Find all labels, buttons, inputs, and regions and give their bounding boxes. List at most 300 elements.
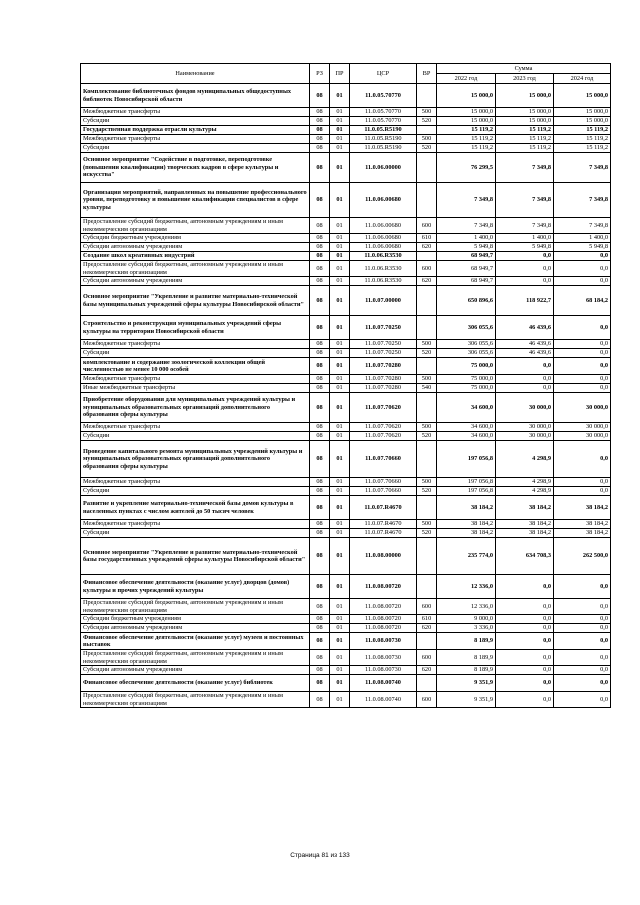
cell-2024: 0,0 bbox=[554, 575, 611, 599]
cell-2023: 634 708,3 bbox=[496, 538, 554, 575]
cell-rz: 08 bbox=[310, 393, 330, 423]
cell-name: Иные межбюджетные трансферты bbox=[81, 384, 310, 393]
cell-vr: 520 bbox=[417, 529, 437, 538]
cell-csr: 11.0.07.70620 bbox=[350, 423, 417, 432]
cell-2023: 0,0 bbox=[496, 277, 554, 286]
cell-2024: 0,0 bbox=[554, 599, 611, 615]
cell-2022: 5 949,8 bbox=[437, 243, 496, 252]
cell-rz: 08 bbox=[310, 624, 330, 633]
cell-2022: 306 055,6 bbox=[437, 340, 496, 349]
table-row bbox=[81, 277, 611, 286]
cell-2024: 0,0 bbox=[554, 478, 611, 487]
budget-table bbox=[80, 63, 611, 708]
cell-2022: 68 949,7 bbox=[437, 261, 496, 277]
cell-2023: 46 439,6 bbox=[496, 316, 554, 340]
cell-vr: 600 bbox=[417, 218, 437, 234]
cell-name: Приобретение оборудования для муниципальных учреждений культуры и муниципальных образовательных организаций дополнительного образования сферы культуры bbox=[81, 393, 310, 423]
table-row bbox=[81, 599, 611, 615]
cell-rz: 08 bbox=[310, 349, 330, 358]
table-row bbox=[81, 117, 611, 126]
cell-vr: 600 bbox=[417, 650, 437, 666]
cell-2022: 75 000,0 bbox=[437, 375, 496, 384]
cell-name: Межбюджетные трансферты bbox=[81, 375, 310, 384]
cell-pr: 01 bbox=[330, 243, 350, 252]
col-header-csr: ЦСР bbox=[350, 64, 417, 84]
cell-csr: 11.0.06.00680 bbox=[350, 243, 417, 252]
cell-2023: 30 000,0 bbox=[496, 423, 554, 432]
cell-csr: 11.0.05.R5190 bbox=[350, 144, 417, 153]
cell-pr: 01 bbox=[330, 234, 350, 243]
cell-rz: 08 bbox=[310, 286, 330, 316]
cell-pr: 01 bbox=[330, 144, 350, 153]
cell-csr: 11.0.06.00680 bbox=[350, 234, 417, 243]
cell-name: Субсидии bbox=[81, 529, 310, 538]
cell-pr: 01 bbox=[330, 375, 350, 384]
cell-vr: 610 bbox=[417, 615, 437, 624]
table-row bbox=[81, 650, 611, 666]
table-row bbox=[81, 153, 611, 183]
cell-vr bbox=[417, 441, 437, 478]
cell-vr bbox=[417, 575, 437, 599]
table-row bbox=[81, 126, 611, 135]
col-header-name: Наименование bbox=[81, 64, 310, 84]
cell-2022: 38 184,2 bbox=[437, 520, 496, 529]
cell-vr: 500 bbox=[417, 375, 437, 384]
cell-pr: 01 bbox=[330, 135, 350, 144]
cell-csr: 11.0.07.70250 bbox=[350, 316, 417, 340]
cell-rz: 08 bbox=[310, 650, 330, 666]
cell-2024: 0,0 bbox=[554, 384, 611, 393]
cell-name: Комплектование библиотечных фондов муниципальных общедоступных библиотек Новосибирской области bbox=[81, 84, 310, 108]
cell-name: Предоставление субсидий бюджетным, автономным учреждениям и иным некоммерческим организациям bbox=[81, 218, 310, 234]
cell-2023: 0,0 bbox=[496, 375, 554, 384]
cell-2022: 9 351,9 bbox=[437, 675, 496, 692]
table-row bbox=[81, 633, 611, 650]
cell-name: Субсидии bbox=[81, 432, 310, 441]
table-row bbox=[81, 675, 611, 692]
table-row bbox=[81, 538, 611, 575]
cell-rz: 08 bbox=[310, 126, 330, 135]
cell-csr: 11.0.06.R3530 bbox=[350, 261, 417, 277]
cell-pr: 01 bbox=[330, 538, 350, 575]
cell-name: Предоставление субсидий бюджетным, автономным учреждениям и иным некоммерческим организациям bbox=[81, 261, 310, 277]
cell-vr bbox=[417, 126, 437, 135]
cell-2024: 0,0 bbox=[554, 261, 611, 277]
cell-vr: 500 bbox=[417, 520, 437, 529]
table-row bbox=[81, 243, 611, 252]
cell-csr: 11.0.07.70250 bbox=[350, 349, 417, 358]
cell-rz: 08 bbox=[310, 84, 330, 108]
cell-2023: 0,0 bbox=[496, 384, 554, 393]
table-row bbox=[81, 108, 611, 117]
table-row bbox=[81, 520, 611, 529]
cell-2022: 34 600,0 bbox=[437, 393, 496, 423]
cell-2024: 15 000,0 bbox=[554, 108, 611, 117]
cell-rz: 08 bbox=[310, 261, 330, 277]
cell-vr: 500 bbox=[417, 108, 437, 117]
cell-rz: 08 bbox=[310, 183, 330, 218]
cell-2024: 0,0 bbox=[554, 487, 611, 496]
cell-name: Субсидии bbox=[81, 144, 310, 153]
cell-vr: 500 bbox=[417, 135, 437, 144]
cell-pr: 01 bbox=[330, 84, 350, 108]
cell-rz: 08 bbox=[310, 108, 330, 117]
cell-2024: 15 000,0 bbox=[554, 84, 611, 108]
cell-2024: 0,0 bbox=[554, 358, 611, 375]
cell-vr bbox=[417, 252, 437, 261]
cell-2022: 75 000,0 bbox=[437, 358, 496, 375]
cell-name: Субсидии автономным учреждениям bbox=[81, 277, 310, 286]
cell-2022: 34 600,0 bbox=[437, 423, 496, 432]
cell-pr: 01 bbox=[330, 384, 350, 393]
cell-pr: 01 bbox=[330, 393, 350, 423]
cell-2022: 9 351,9 bbox=[437, 692, 496, 708]
cell-csr: 11.0.07.70280 bbox=[350, 358, 417, 375]
cell-pr: 01 bbox=[330, 340, 350, 349]
cell-2022: 7 349,8 bbox=[437, 183, 496, 218]
table-row bbox=[81, 624, 611, 633]
cell-2022: 76 299,5 bbox=[437, 153, 496, 183]
cell-rz: 08 bbox=[310, 358, 330, 375]
col-header-vr: ВР bbox=[417, 64, 437, 84]
cell-vr: 500 bbox=[417, 423, 437, 432]
cell-name: Межбюджетные трансферты bbox=[81, 108, 310, 117]
cell-2022: 1 400,0 bbox=[437, 234, 496, 243]
cell-2022: 15 000,0 bbox=[437, 84, 496, 108]
cell-name: Субсидии бюджетным учреждениям bbox=[81, 615, 310, 624]
cell-csr: 11.0.07.70620 bbox=[350, 432, 417, 441]
cell-2023: 0,0 bbox=[496, 650, 554, 666]
cell-2024: 0,0 bbox=[554, 650, 611, 666]
cell-name: Проведение капитального ремонта муниципальных учреждений культуры и муниципальных образовательных организаций дополнительного образования сферы культуры bbox=[81, 441, 310, 478]
cell-2022: 306 055,6 bbox=[437, 316, 496, 340]
cell-name: Основное мероприятие "Укрепление и развитие материально-технической базы муниципальных учреждений сферы культуры Новосибирской области" bbox=[81, 286, 310, 316]
cell-2023: 15 119,2 bbox=[496, 135, 554, 144]
cell-name: Основное мероприятие "Укрепление и развитие материально-технической базы государственных учреждений сферы культуры Новосибирской области" bbox=[81, 538, 310, 575]
cell-pr: 01 bbox=[330, 261, 350, 277]
cell-vr: 600 bbox=[417, 599, 437, 615]
cell-rz: 08 bbox=[310, 441, 330, 478]
cell-2022: 15 119,2 bbox=[437, 144, 496, 153]
cell-2024: 0,0 bbox=[554, 441, 611, 478]
cell-2023: 15 000,0 bbox=[496, 117, 554, 126]
cell-vr: 520 bbox=[417, 349, 437, 358]
cell-csr: 11.0.07.70660 bbox=[350, 441, 417, 478]
cell-csr: 11.0.07.R4670 bbox=[350, 496, 417, 520]
cell-csr: 11.0.07.70660 bbox=[350, 487, 417, 496]
cell-rz: 08 bbox=[310, 277, 330, 286]
cell-2023: 0,0 bbox=[496, 615, 554, 624]
cell-pr: 01 bbox=[330, 286, 350, 316]
cell-rz: 08 bbox=[310, 340, 330, 349]
cell-csr: 11.0.08.00740 bbox=[350, 692, 417, 708]
cell-name: Межбюджетные трансферты bbox=[81, 478, 310, 487]
cell-pr: 01 bbox=[330, 218, 350, 234]
cell-2022: 12 336,0 bbox=[437, 575, 496, 599]
cell-name: Финансовое обеспечение деятельности (оказание услуг) дворцов (домов) культуры и прочих учреждений культуры bbox=[81, 575, 310, 599]
cell-pr: 01 bbox=[330, 478, 350, 487]
cell-rz: 08 bbox=[310, 432, 330, 441]
col-header-pr: ПР bbox=[330, 64, 350, 84]
cell-vr: 620 bbox=[417, 624, 437, 633]
col-header-sum: Сумма bbox=[437, 64, 611, 74]
cell-pr: 01 bbox=[330, 624, 350, 633]
cell-rz: 08 bbox=[310, 316, 330, 340]
cell-2023: 1 400,0 bbox=[496, 234, 554, 243]
cell-vr bbox=[417, 675, 437, 692]
cell-csr: 11.0.05.70770 bbox=[350, 117, 417, 126]
cell-2023: 4 298,9 bbox=[496, 478, 554, 487]
cell-pr: 01 bbox=[330, 650, 350, 666]
cell-rz: 08 bbox=[310, 692, 330, 708]
cell-name: Создание школ креативных индустрий bbox=[81, 252, 310, 261]
cell-2023: 0,0 bbox=[496, 633, 554, 650]
cell-vr: 520 bbox=[417, 432, 437, 441]
col-header-rz: РЗ bbox=[310, 64, 330, 84]
cell-vr bbox=[417, 393, 437, 423]
cell-2023: 15 000,0 bbox=[496, 84, 554, 108]
cell-2023: 0,0 bbox=[496, 261, 554, 277]
cell-rz: 08 bbox=[310, 575, 330, 599]
cell-pr: 01 bbox=[330, 349, 350, 358]
cell-vr: 600 bbox=[417, 692, 437, 708]
cell-pr: 01 bbox=[330, 529, 350, 538]
cell-vr: 610 bbox=[417, 234, 437, 243]
cell-2023: 0,0 bbox=[496, 575, 554, 599]
table-row bbox=[81, 478, 611, 487]
cell-2024: 7 349,8 bbox=[554, 218, 611, 234]
cell-2022: 68 949,7 bbox=[437, 277, 496, 286]
cell-2024: 7 349,8 bbox=[554, 153, 611, 183]
cell-2024: 30 000,0 bbox=[554, 423, 611, 432]
cell-2024: 0,0 bbox=[554, 316, 611, 340]
cell-2022: 8 189,9 bbox=[437, 633, 496, 650]
cell-csr: 11.0.05.70770 bbox=[350, 108, 417, 117]
page-number: Страница 81 из 133 bbox=[290, 852, 350, 859]
cell-2022: 38 184,2 bbox=[437, 529, 496, 538]
cell-name: Предоставление субсидий бюджетным, автономным учреждениям и иным некоммерческим организациям bbox=[81, 650, 310, 666]
cell-vr: 540 bbox=[417, 384, 437, 393]
cell-vr bbox=[417, 316, 437, 340]
cell-csr: 11.0.08.00720 bbox=[350, 615, 417, 624]
cell-name: Основное мероприятие "Содействие в подготовке, переподготовке (повышении квалификации) творческих кадров в сфере культуры и искусства" bbox=[81, 153, 310, 183]
table-row bbox=[81, 423, 611, 432]
cell-name: Финансовое обеспечение деятельности (оказание услуг) музеев и постоянных выставок bbox=[81, 633, 310, 650]
cell-name: Строительство и реконструкция муниципальных учреждений сферы культуры на территории Новосибирской области bbox=[81, 316, 310, 340]
cell-name: Развитие и укрепление материально-технической базы домов культуры в населенных пунктах с числом жителей до 50 тысяч человек bbox=[81, 496, 310, 520]
cell-vr: 620 bbox=[417, 277, 437, 286]
cell-vr bbox=[417, 496, 437, 520]
cell-rz: 08 bbox=[310, 538, 330, 575]
cell-2023: 15 119,2 bbox=[496, 126, 554, 135]
table-row bbox=[81, 496, 611, 520]
table-row bbox=[81, 575, 611, 599]
cell-csr: 11.0.07.R4670 bbox=[350, 529, 417, 538]
table-row bbox=[81, 384, 611, 393]
cell-2022: 8 189,9 bbox=[437, 666, 496, 675]
cell-csr: 11.0.08.00740 bbox=[350, 675, 417, 692]
cell-rz: 08 bbox=[310, 423, 330, 432]
table-row bbox=[81, 666, 611, 675]
cell-2023: 0,0 bbox=[496, 252, 554, 261]
table-row bbox=[81, 692, 611, 708]
cell-csr: 11.0.07.70250 bbox=[350, 340, 417, 349]
cell-csr: 11.0.05.70770 bbox=[350, 84, 417, 108]
table-row bbox=[81, 135, 611, 144]
cell-2024: 15 119,2 bbox=[554, 144, 611, 153]
cell-2022: 197 056,8 bbox=[437, 478, 496, 487]
cell-pr: 01 bbox=[330, 496, 350, 520]
cell-vr: 520 bbox=[417, 117, 437, 126]
cell-vr: 600 bbox=[417, 261, 437, 277]
cell-2022: 15 000,0 bbox=[437, 108, 496, 117]
cell-2023: 5 949,8 bbox=[496, 243, 554, 252]
cell-2024: 15 119,2 bbox=[554, 135, 611, 144]
cell-csr: 11.0.05.R5190 bbox=[350, 126, 417, 135]
cell-2023: 46 439,6 bbox=[496, 349, 554, 358]
cell-2023: 30 000,0 bbox=[496, 393, 554, 423]
cell-2024: 0,0 bbox=[554, 349, 611, 358]
cell-csr: 11.0.08.00730 bbox=[350, 666, 417, 675]
cell-csr: 11.0.08.00000 bbox=[350, 538, 417, 575]
cell-pr: 01 bbox=[330, 615, 350, 624]
cell-2024: 0,0 bbox=[554, 615, 611, 624]
cell-2023: 0,0 bbox=[496, 599, 554, 615]
cell-rz: 08 bbox=[310, 496, 330, 520]
cell-rz: 08 bbox=[310, 135, 330, 144]
cell-pr: 01 bbox=[330, 423, 350, 432]
cell-pr: 01 bbox=[330, 520, 350, 529]
cell-name: Организация мероприятий, направленных на повышение профессионального уровня, переподготовку и повышение квалификации специалистов в сфере культуры bbox=[81, 183, 310, 218]
cell-2024: 0,0 bbox=[554, 692, 611, 708]
table-row bbox=[81, 144, 611, 153]
cell-csr: 11.0.07.70660 bbox=[350, 478, 417, 487]
cell-name: комплектование и содержание зоологической коллекции общей численностью не менее 10 000 особей bbox=[81, 358, 310, 375]
cell-2022: 7 349,8 bbox=[437, 218, 496, 234]
cell-2023: 0,0 bbox=[496, 666, 554, 675]
cell-2024: 1 400,0 bbox=[554, 234, 611, 243]
cell-pr: 01 bbox=[330, 126, 350, 135]
cell-2022: 12 336,0 bbox=[437, 599, 496, 615]
cell-rz: 08 bbox=[310, 384, 330, 393]
cell-vr: 620 bbox=[417, 666, 437, 675]
cell-name: Межбюджетные трансферты bbox=[81, 520, 310, 529]
col-header-2024: 2024 год bbox=[554, 74, 611, 84]
cell-2024: 262 500,0 bbox=[554, 538, 611, 575]
cell-2023: 46 439,6 bbox=[496, 340, 554, 349]
cell-csr: 11.0.08.00730 bbox=[350, 633, 417, 650]
cell-pr: 01 bbox=[330, 666, 350, 675]
cell-csr: 11.0.07.70280 bbox=[350, 384, 417, 393]
cell-name: Межбюджетные трансферты bbox=[81, 135, 310, 144]
cell-name: Государственная поддержка отрасли культуры bbox=[81, 126, 310, 135]
cell-rz: 08 bbox=[310, 144, 330, 153]
cell-pr: 01 bbox=[330, 153, 350, 183]
col-header-2022: 2022 год bbox=[437, 74, 496, 84]
table-row bbox=[81, 286, 611, 316]
table-row bbox=[81, 393, 611, 423]
cell-rz: 08 bbox=[310, 218, 330, 234]
cell-2023: 7 349,8 bbox=[496, 218, 554, 234]
cell-rz: 08 bbox=[310, 615, 330, 624]
cell-name: Субсидии bbox=[81, 487, 310, 496]
cell-csr: 11.0.08.00720 bbox=[350, 599, 417, 615]
cell-2022: 68 949,7 bbox=[437, 252, 496, 261]
cell-2024: 15 000,0 bbox=[554, 117, 611, 126]
cell-2024: 38 184,2 bbox=[554, 529, 611, 538]
cell-2024: 30 000,0 bbox=[554, 432, 611, 441]
cell-rz: 08 bbox=[310, 666, 330, 675]
cell-pr: 01 bbox=[330, 316, 350, 340]
cell-2023: 4 298,9 bbox=[496, 487, 554, 496]
table-row bbox=[81, 529, 611, 538]
cell-csr: 11.0.07.00000 bbox=[350, 286, 417, 316]
table-row bbox=[81, 358, 611, 375]
cell-name: Межбюджетные трансферты bbox=[81, 423, 310, 432]
budget-table-sheet bbox=[80, 63, 610, 708]
cell-csr: 11.0.08.00730 bbox=[350, 650, 417, 666]
cell-csr: 11.0.06.00680 bbox=[350, 183, 417, 218]
table-row bbox=[81, 316, 611, 340]
cell-csr: 11.0.08.00720 bbox=[350, 624, 417, 633]
table-row bbox=[81, 349, 611, 358]
cell-2022: 650 896,6 bbox=[437, 286, 496, 316]
table-row bbox=[81, 615, 611, 624]
cell-csr: 11.0.05.R5190 bbox=[350, 135, 417, 144]
cell-pr: 01 bbox=[330, 675, 350, 692]
cell-2022: 197 056,8 bbox=[437, 487, 496, 496]
cell-2024: 0,0 bbox=[554, 666, 611, 675]
cell-rz: 08 bbox=[310, 117, 330, 126]
cell-2024: 68 184,2 bbox=[554, 286, 611, 316]
cell-csr: 11.0.07.R4670 bbox=[350, 520, 417, 529]
cell-csr: 11.0.07.70280 bbox=[350, 375, 417, 384]
table-row bbox=[81, 218, 611, 234]
cell-pr: 01 bbox=[330, 599, 350, 615]
cell-2022: 3 336,0 bbox=[437, 624, 496, 633]
cell-name: Субсидии бюджетным учреждениям bbox=[81, 234, 310, 243]
cell-pr: 01 bbox=[330, 575, 350, 599]
cell-2022: 75 000,0 bbox=[437, 384, 496, 393]
cell-vr: 620 bbox=[417, 243, 437, 252]
cell-2024: 0,0 bbox=[554, 375, 611, 384]
cell-name: Межбюджетные трансферты bbox=[81, 340, 310, 349]
cell-2024: 38 184,2 bbox=[554, 496, 611, 520]
cell-2024: 0,0 bbox=[554, 675, 611, 692]
cell-name: Субсидии bbox=[81, 349, 310, 358]
cell-name: Субсидии bbox=[81, 117, 310, 126]
cell-pr: 01 bbox=[330, 487, 350, 496]
cell-2023: 15 000,0 bbox=[496, 108, 554, 117]
cell-2023: 15 119,2 bbox=[496, 144, 554, 153]
table-row bbox=[81, 261, 611, 277]
cell-pr: 01 bbox=[330, 358, 350, 375]
cell-name: Предоставление субсидий бюджетным, автономным учреждениям и иным некоммерческим организациям bbox=[81, 692, 310, 708]
cell-2024: 30 000,0 bbox=[554, 393, 611, 423]
table-row bbox=[81, 340, 611, 349]
cell-csr: 11.0.07.70620 bbox=[350, 393, 417, 423]
cell-2023: 30 000,0 bbox=[496, 432, 554, 441]
budget-table-body bbox=[81, 84, 611, 708]
cell-rz: 08 bbox=[310, 252, 330, 261]
cell-2022: 197 056,8 bbox=[437, 441, 496, 478]
cell-rz: 08 bbox=[310, 478, 330, 487]
cell-rz: 08 bbox=[310, 529, 330, 538]
cell-2024: 5 949,8 bbox=[554, 243, 611, 252]
cell-2023: 38 184,2 bbox=[496, 529, 554, 538]
cell-vr bbox=[417, 358, 437, 375]
cell-2024: 0,0 bbox=[554, 277, 611, 286]
